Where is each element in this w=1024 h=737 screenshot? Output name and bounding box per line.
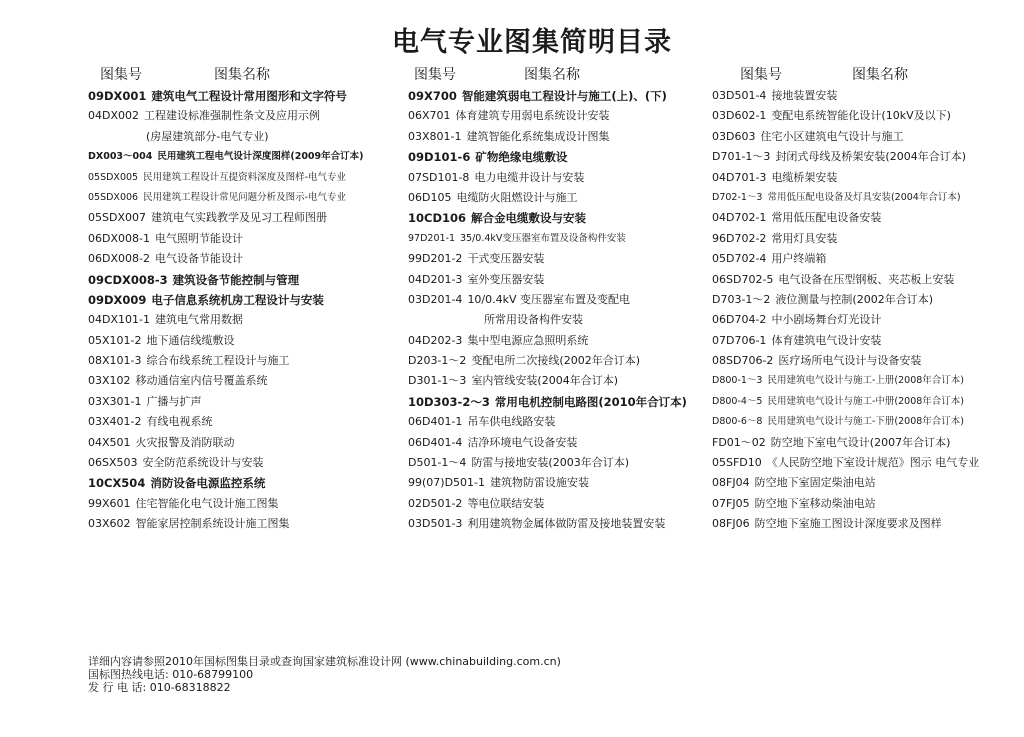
catalog-row: [408, 494, 713, 514]
atlas-name: 建筑电气常用数据: [154, 313, 243, 327]
atlas-name: 液位测量与控制(2002年合订本): [775, 292, 934, 306]
catalog-row: [712, 310, 1012, 330]
atlas-name: 移动通信室内信号覆盖系统: [135, 374, 268, 388]
header-name: 图集名称: [524, 67, 580, 83]
atlas-code: 03X801-1: [408, 129, 462, 143]
atlas-code: D501-1～4: [408, 456, 467, 470]
catalog-row: [712, 147, 1012, 167]
atlas-code: 07D706-1: [712, 333, 767, 347]
column-header: [712, 64, 1012, 86]
atlas-name: 体育建筑专用弱电系统设计安装: [455, 109, 610, 123]
catalog-row: [408, 127, 713, 147]
atlas-code: 06SX503: [88, 456, 138, 470]
atlas-name: 民用建筑电气设计与施工-下册(2008年合订本): [767, 416, 964, 428]
catalog-row: [712, 270, 1012, 290]
atlas-name: 解合金电缆敷设与安装: [471, 211, 586, 226]
catalog-row: [712, 494, 1012, 514]
atlas-code: 06SD702-5: [712, 272, 774, 286]
atlas-name: 所常用设备构件安装: [484, 313, 583, 327]
catalog-row: [712, 351, 1012, 371]
catalog-row: [88, 392, 406, 412]
atlas-code: 04D202-3: [408, 333, 463, 347]
catalog-row: [712, 249, 1012, 269]
atlas-name: 火灾报警及消防联动: [135, 435, 235, 449]
atlas-code: D702-1～3: [712, 191, 763, 203]
catalog-list: [408, 86, 713, 535]
atlas-code: 06D401-4: [408, 435, 463, 449]
atlas-code: 04D701-3: [712, 170, 767, 184]
atlas-code: 99(07)D501-1: [408, 476, 486, 490]
atlas-name: 用户终端箱: [771, 252, 827, 266]
catalog-row: [712, 392, 1012, 412]
atlas-code: D301-1～3: [408, 374, 467, 388]
atlas-code: 03X401-2: [88, 415, 142, 429]
catalog-row: [88, 86, 406, 106]
atlas-code: 09DX009: [88, 292, 147, 307]
atlas-code: DX003～004: [88, 151, 153, 163]
catalog-row: [88, 514, 406, 534]
catalog-row: [88, 208, 406, 228]
atlas-name: 医疗场所电气设计与设备安装: [778, 354, 922, 368]
catalog-row: [88, 473, 406, 493]
atlas-code: 03X102: [88, 374, 131, 388]
atlas-name: 综合布线系统工程设计与施工: [146, 354, 290, 368]
atlas-name: 电气设备在压型钢板、夹芯板上安装: [778, 272, 955, 286]
atlas-code: 09CDX008-3: [88, 272, 168, 287]
atlas-code: 03D603: [712, 129, 756, 143]
catalog-row: [712, 473, 1012, 493]
catalog-row: [712, 106, 1012, 126]
catalog-row: [88, 290, 406, 310]
atlas-name: 建筑设备节能控制与管理: [172, 272, 300, 287]
atlas-name: 电缆防火阻燃设计与施工: [456, 190, 578, 204]
atlas-code: 06D105: [408, 190, 452, 204]
atlas-name: 工程建设标准强制性条文及应用示例: [144, 109, 320, 123]
catalog-row: [712, 290, 1012, 310]
header-code: 图集号: [100, 67, 142, 83]
catalog-row: [88, 229, 406, 249]
atlas-name: 常用低压配电设备安装: [771, 211, 882, 225]
catalog-list: [712, 86, 1012, 535]
catalog-row: [88, 127, 406, 147]
catalog-row: [408, 331, 713, 351]
atlas-name: 中小剧场舞台灯光设计: [771, 313, 882, 327]
atlas-code: 04X501: [88, 435, 131, 449]
header-code: 图集号: [414, 67, 456, 83]
atlas-name: 安全防范系统设计与安装: [142, 456, 264, 470]
catalog-row: [408, 188, 713, 208]
atlas-code: 08FJ06: [712, 517, 750, 531]
atlas-name: 室外变压器安装: [467, 272, 545, 286]
atlas-name: 电子信息系统机房工程设计与安装: [151, 292, 324, 307]
footer-distribution-phone: 发 行 电 话: 010-68318822: [88, 681, 231, 694]
catalog-row: [712, 86, 1012, 106]
atlas-code: 06DX008-2: [88, 252, 150, 266]
atlas-code: 03X602: [88, 517, 131, 531]
atlas-name: 防空地下室移动柴油电站: [754, 496, 876, 510]
catalog-row: [408, 371, 713, 391]
atlas-code: 96D702-2: [712, 231, 767, 245]
footer-hotline: 国标图热线电话: 010-68799100: [88, 668, 254, 681]
atlas-code: 04D201-3: [408, 272, 463, 286]
footer-reference: 详细内容请参照2010年国标图集目录或查询国家建筑标准设计网 (www.chinabuilding.com.cn): [88, 655, 561, 668]
atlas-name: 民用建筑工程设计常见问题分析及图示-电气专业: [143, 191, 347, 203]
atlas-name: 接地装置安装: [771, 89, 838, 102]
atlas-code: 03D602-1: [712, 109, 767, 123]
catalog-row: [712, 331, 1012, 351]
atlas-name: 吊车供电线路安装: [467, 415, 556, 429]
atlas-code: 09D101-6: [408, 150, 471, 165]
atlas-code: 04DX002: [88, 109, 139, 123]
catalog-row: [408, 392, 713, 412]
catalog-row: [408, 310, 713, 330]
atlas-code: 03D501-4: [712, 89, 767, 102]
catalog-row: [408, 514, 713, 534]
atlas-code: 04DX101-1: [88, 313, 150, 327]
catalog-row: [88, 249, 406, 269]
atlas-name: 集中型电源应急照明系统: [467, 333, 589, 347]
atlas-code: 10CD106: [408, 211, 466, 226]
catalog-row: [408, 270, 713, 290]
atlas-name: 电缆桥架安装: [771, 170, 838, 184]
atlas-name: 35/0.4kV变压器室布置及设备构件安装: [460, 232, 626, 244]
atlas-code: FD01～02: [712, 435, 766, 449]
atlas-name: 智能家居控制系统设计施工图集: [135, 517, 290, 531]
catalog-row: [88, 494, 406, 514]
catalog-row: [712, 371, 1012, 391]
catalog-row: [88, 106, 406, 126]
catalog-row: [408, 351, 713, 371]
catalog-row: [712, 412, 1012, 432]
atlas-code: 07SD101-8: [408, 170, 470, 184]
atlas-name: 民用建筑工程电气设计深度图样(2009年合订本): [157, 151, 364, 163]
atlas-code: 99D201-2: [408, 252, 463, 266]
atlas-code: 03X301-1: [88, 394, 142, 408]
catalog-row: [408, 453, 713, 473]
atlas-name: 地下通信线缆敷设: [146, 333, 235, 347]
catalog-row: [712, 229, 1012, 249]
atlas-code: 06D704-2: [712, 313, 767, 327]
atlas-name: 封闭式母线及桥架安装(2004年合订本): [775, 150, 967, 164]
catalog-row: [712, 127, 1012, 147]
atlas-code: 05SDX005: [88, 171, 139, 183]
atlas-code: 04D702-1: [712, 211, 767, 225]
atlas-name: 矿物绝缘电缆敷设: [475, 150, 568, 165]
atlas-name: 防空地下室电气设计(2007年合订本): [770, 435, 951, 449]
header-name: 图集名称: [214, 67, 270, 83]
catalog-row: [88, 188, 406, 208]
atlas-name: 防空地下室施工图设计深度要求及图样: [754, 517, 942, 531]
atlas-name: (房屋建筑部分-电气专业): [146, 129, 269, 143]
catalog-row: [712, 433, 1012, 453]
atlas-name: 电力电缆井设计与安装: [474, 170, 585, 184]
atlas-code: 06D401-1: [408, 415, 463, 429]
catalog-row: [88, 168, 406, 188]
catalog-row: [88, 351, 406, 371]
catalog-row: [88, 331, 406, 351]
atlas-code: 03D501-3: [408, 517, 463, 531]
atlas-code: D703-1～2: [712, 292, 771, 306]
catalog-row: [88, 371, 406, 391]
atlas-name: 有线电视系统: [146, 415, 213, 429]
atlas-name: 建筑电气实践教学及见习工程师图册: [150, 211, 327, 225]
page-title: 电气专业图集简明目录: [392, 27, 672, 58]
atlas-name: 民用建筑电气设计与施工-上册(2008年合订本): [767, 375, 964, 387]
atlas-code: 06DX008-1: [88, 231, 150, 245]
column-header: [88, 64, 406, 86]
atlas-name: 体育建筑电气设计安装: [771, 333, 882, 347]
atlas-name: 防雷与接地安装(2003年合订本): [471, 456, 630, 470]
header-code: 图集号: [740, 67, 782, 83]
catalog-row: [88, 453, 406, 473]
atlas-name: 建筑智能化系统集成设计图集: [466, 129, 610, 143]
atlas-name: 住宅小区建筑电气设计与施工: [760, 129, 904, 143]
atlas-code: 07FJ05: [712, 496, 750, 510]
atlas-name: 洁净环境电气设备安装: [467, 435, 578, 449]
atlas-code: 09DX001: [88, 89, 147, 103]
catalog-row: [408, 290, 713, 310]
catalog-row: [408, 433, 713, 453]
catalog-row: [408, 168, 713, 188]
atlas-code: 05X101-2: [88, 333, 142, 347]
catalog-row: [88, 270, 406, 290]
catalog-row: [88, 412, 406, 432]
atlas-name: 干式变压器安装: [467, 252, 545, 266]
atlas-name: 住宅智能化电气设计施工图集: [135, 496, 279, 510]
atlas-name: 常用电机控制电路图(2010年合订本): [494, 394, 687, 409]
catalog-column-3: [712, 64, 1012, 535]
catalog-row: [88, 310, 406, 330]
catalog-column-1: [88, 64, 406, 535]
atlas-name: 民用建筑电气设计与施工-中册(2008年合订本): [767, 395, 964, 407]
catalog-row: [408, 412, 713, 432]
catalog-row: [408, 147, 713, 167]
atlas-code: 08SD706-2: [712, 354, 774, 368]
atlas-name: 电气设备节能设计: [154, 252, 243, 266]
catalog-row: [712, 514, 1012, 534]
atlas-code: 09X700: [408, 89, 457, 103]
atlas-name: 《人民防空地下室设计规范》图示 电气专业: [766, 456, 980, 470]
catalog-row: [712, 208, 1012, 228]
atlas-code: 03D201-4: [408, 292, 463, 306]
atlas-name: 建筑电气工程设计常用图形和文字符号: [151, 89, 347, 103]
atlas-code: 02D501-2: [408, 496, 463, 510]
catalog-row: [88, 433, 406, 453]
catalog-column-2: [408, 64, 713, 535]
atlas-name: 建筑物防雷设施安装: [490, 476, 590, 490]
column-header: [408, 64, 713, 86]
catalog-row: [408, 106, 713, 126]
catalog-row: [712, 188, 1012, 208]
catalog-row: [88, 147, 406, 167]
atlas-name: 常用低压配电设备及灯具安装(2004年合订本): [767, 191, 961, 203]
atlas-code: 05SDX006: [88, 191, 139, 203]
atlas-name: 变配电系统智能化设计(10kV及以下): [771, 109, 951, 123]
catalog-row: [712, 168, 1012, 188]
footer-info: [88, 655, 561, 694]
atlas-code: 10CX504: [88, 476, 146, 491]
atlas-code: 05SDX007: [88, 211, 146, 225]
atlas-name: 防空地下室固定柴油电站: [754, 476, 876, 490]
atlas-name: 消防设备电源监控系统: [150, 476, 266, 491]
atlas-code: 99X601: [88, 496, 131, 510]
atlas-code: D701-1～3: [712, 150, 771, 164]
catalog-row: [408, 86, 713, 106]
atlas-name: 室内管线安装(2004年合订本): [471, 374, 619, 388]
catalog-row: [712, 453, 1012, 473]
atlas-name: 民用建筑工程设计互提资料深度及图样-电气专业: [143, 171, 347, 183]
catalog-list: [88, 86, 406, 535]
atlas-code: 08FJ04: [712, 476, 750, 490]
atlas-code: D800-4～5: [712, 395, 763, 407]
atlas-code: 08X101-3: [88, 354, 142, 368]
atlas-name: 常用灯具安装: [771, 231, 838, 245]
catalog-row: [408, 249, 713, 269]
atlas-name: 广播与扩声: [146, 394, 202, 408]
header-name: 图集名称: [852, 67, 908, 83]
atlas-code: 05D702-4: [712, 252, 767, 266]
atlas-code: D800-6～8: [712, 416, 763, 428]
atlas-code: 06X701: [408, 109, 451, 123]
atlas-code: 05SFD10: [712, 456, 762, 470]
atlas-name: 电气照明节能设计: [154, 231, 243, 245]
atlas-code: D203-1～2: [408, 354, 467, 368]
atlas-name: 10/0.4kV 变压器室布置及变配电: [467, 292, 631, 306]
catalog-row: [408, 473, 713, 493]
atlas-code: D800-1～3: [712, 375, 763, 387]
atlas-name: 变配电所二次接线(2002年合订本): [471, 354, 641, 368]
atlas-name: 等电位联结安装: [467, 496, 545, 510]
catalog-row: [408, 208, 713, 228]
catalog-row: [408, 229, 713, 249]
atlas-name: 智能建筑弱电工程设计与施工(上)、(下): [461, 89, 667, 103]
atlas-code: 97D201-1: [408, 232, 456, 244]
atlas-name: 利用建筑物金属体做防雷及接地装置安装: [467, 517, 666, 531]
atlas-code: 10D303-2～3: [408, 394, 490, 409]
